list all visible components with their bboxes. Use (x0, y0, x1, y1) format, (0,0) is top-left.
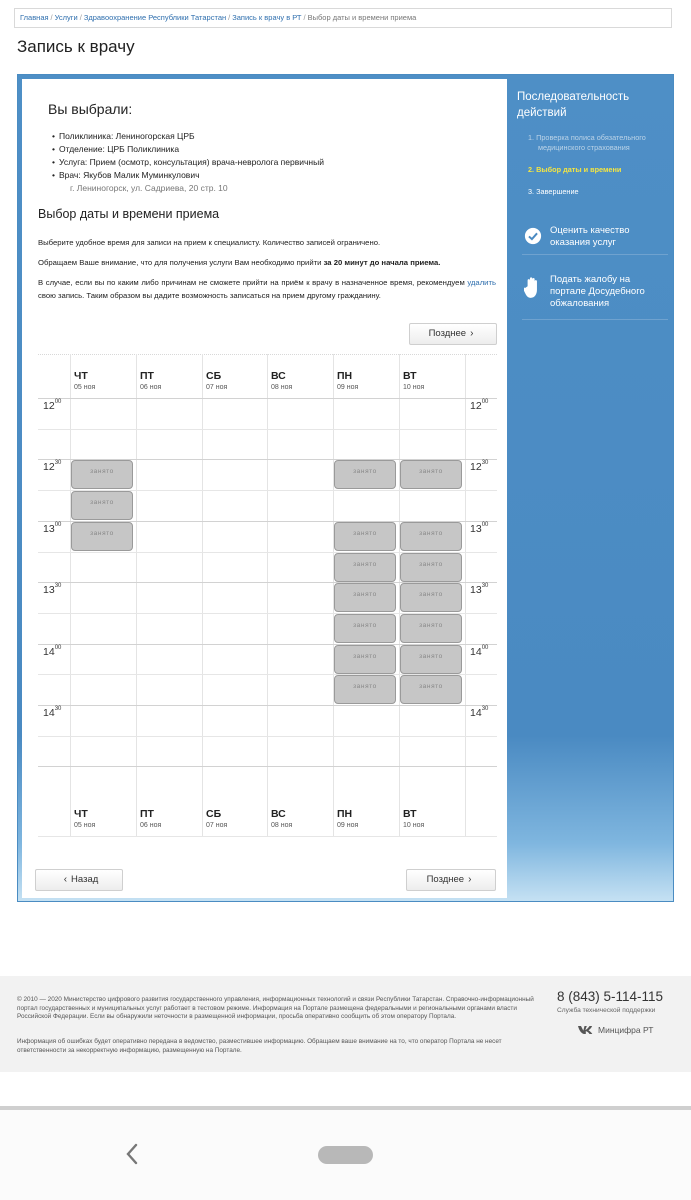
chosen-service: • Услуга: Прием (осмотр, консультация) врача-невролога первичный (52, 156, 324, 169)
day-name: ЧТ (74, 808, 88, 821)
step-number: 3. (528, 187, 535, 196)
day-name: ЧТ (74, 370, 88, 382)
busy-slot: занято (71, 460, 133, 489)
day-name: ПТ (140, 808, 154, 821)
step-completion (528, 187, 668, 197)
arrival-notice (38, 257, 496, 270)
busy-slot: занято (71, 522, 133, 551)
breadcrumb-services[interactable]: Услуги (54, 13, 78, 22)
step-date-time (528, 165, 668, 175)
time-label-right: $12^{30}$ (470, 460, 489, 474)
busy-slot: занято (400, 553, 462, 582)
day-date: 06 ноя (140, 822, 162, 830)
step-number: 2. (528, 165, 535, 174)
ministry-label[interactable]: Минцифра РТ (598, 1025, 654, 1035)
later-label: Позднее (428, 328, 467, 339)
day-date: 07 ноя (206, 822, 228, 830)
step-label: Проверка полиса обязательного медицинского страхования (536, 133, 646, 152)
time-minutes: 30 (54, 460, 62, 467)
header-day-0 (74, 370, 95, 393)
check-circle-icon (524, 227, 542, 245)
chosen-title: Вы выбрали: (48, 101, 133, 117)
footer (0, 976, 691, 1072)
header-day-2 (206, 370, 227, 393)
chosen-department: • Отделение: ЦРБ Поликлиника (52, 143, 324, 156)
calendar-column-line (136, 354, 137, 836)
time-label-left: $12^{00}$ (43, 399, 62, 412)
footer-copyright: © 2010 — 2020 Министерство цифрового развития государственного управления, информационных технологий и связи Республики Татарстан. Справочно-информационный портал государственных и муниципальных услуг работает в тестовом режиме. Информация на Портале размещена федеральными и региональными органами власти Российской Федерации. Если вы обнаружили неточности в размещенной информации, просьба оперативно сообщить об этом оператору Портала. (17, 996, 534, 1020)
chosen-list (52, 130, 324, 182)
calendar-column-line (267, 354, 268, 836)
day-date: 07 ноя (206, 384, 228, 391)
busy-slot: занято (400, 675, 462, 704)
busy-slot: занято (400, 583, 462, 612)
day-date: 09 ноя (337, 384, 359, 391)
back-button[interactable] (35, 869, 123, 891)
later-button-bottom[interactable] (406, 869, 496, 891)
busy-slot: занято (334, 614, 396, 643)
time-label-left: $14^{00}$ (43, 644, 62, 658)
calendar-row-line (38, 736, 497, 737)
busy-slot: занято (334, 583, 396, 612)
schedule-calendar (38, 354, 497, 861)
busy-slot: занято (400, 645, 462, 674)
day-name: ПН (337, 808, 353, 821)
calendar-row-line (38, 429, 497, 430)
time-label-right: $14^{00}$ (470, 644, 489, 658)
day-name: ПТ (140, 370, 154, 382)
day-name: СБ (206, 370, 222, 382)
chevron-right-icon: › (468, 874, 472, 885)
day-date: 08 ноя (271, 384, 293, 391)
day-name: ПН (337, 370, 353, 382)
cancel-notice-suffix: свою запись. Таким образом вы дадите возможность записаться на прием другому гражданину. (38, 290, 381, 300)
delete-appointment-link[interactable]: удалить (467, 278, 496, 287)
footer-day-5 (403, 808, 424, 831)
day-date: 09 ноя (337, 822, 359, 830)
instruction-text: Выберите удобное время для записи на прием к специалисту. Количество записей ограничено. (38, 238, 381, 247)
calendar-column-line (70, 354, 71, 836)
steps-list (528, 133, 668, 209)
android-nav-bar (0, 1110, 691, 1200)
cancel-notice (38, 277, 496, 302)
day-date: 05 ноя (74, 384, 96, 391)
time-minutes: 00 (54, 521, 62, 528)
calendar-row-line (38, 836, 497, 837)
time-label-left: $12^{30}$ (43, 460, 62, 474)
appointment-panel (17, 74, 674, 902)
footer-disclaimer: Информация об ошибках будет оперативно передана в ведомство, разместившее информацию. Обращаем ваше внимание на то, что оператор Портала не несет ответственности за некорректную информацию, размещенную на Портале. (17, 1038, 502, 1054)
support-label: Служба технической поддержки (557, 1007, 656, 1014)
day-date: 05 ноя (74, 822, 96, 830)
busy-slot: занято (400, 522, 462, 551)
day-date: 08 ноя (271, 822, 293, 830)
complaint-link[interactable] (522, 274, 668, 320)
time-minutes: 30 (481, 583, 489, 590)
busy-slot: занято (334, 645, 396, 674)
chosen-clinic: • Поликлиника: Лениногорская ЦРБ (52, 130, 324, 143)
day-name: ВС (271, 370, 286, 382)
time-minutes: 00 (54, 399, 62, 405)
footer-day-3 (271, 808, 292, 831)
calendar-column-line (465, 354, 466, 836)
time-label-left: $13^{00}$ (43, 521, 62, 535)
time-label-left: $14^{30}$ (43, 706, 62, 719)
rate-quality-label: Оценить качество оказания услуг (550, 225, 630, 248)
calendar-row-line (38, 705, 497, 706)
time-minutes: 00 (481, 644, 489, 651)
day-name: СБ (206, 808, 222, 821)
footer-divider (0, 1072, 691, 1076)
time-label-right: $13^{00}$ (470, 521, 489, 535)
time-label-right: $14^{30}$ (470, 706, 489, 719)
chevron-left-icon: ‹ (63, 874, 68, 885)
calendar-row-line (38, 766, 497, 767)
time-label-right: $13^{30}$ (470, 583, 489, 597)
time-minutes: 30 (481, 706, 489, 712)
breadcrumb-separator: / (228, 13, 231, 22)
day-name: ВТ (403, 808, 417, 821)
busy-slot: занято (334, 553, 396, 582)
support-phone[interactable]: 8 (843) 5-114-115 (557, 989, 664, 1004)
later-button-top[interactable] (409, 323, 497, 345)
busy-slot: занято (400, 460, 462, 489)
later-label: Позднее (426, 874, 465, 885)
sidebar-title: Последовательность действий (517, 91, 630, 119)
section-title: Выбор даты и времени приема (38, 207, 220, 221)
busy-slot: занято (334, 675, 396, 704)
footer-day-4 (337, 808, 358, 831)
calendar-column-line (202, 354, 203, 836)
time-minutes: 00 (481, 521, 489, 528)
busy-slot: занято (334, 460, 396, 489)
step-label: Выбор даты и времени (536, 165, 622, 174)
footer-day-2 (206, 808, 227, 831)
back-label: Назад (71, 874, 99, 885)
busy-slot: занято (400, 614, 462, 643)
header-day-5 (403, 370, 424, 393)
hand-stop-icon (524, 276, 542, 300)
header-day-4 (337, 370, 358, 393)
breadcrumb-separator: / (50, 13, 53, 22)
time-label-right: $12^{00}$ (470, 399, 489, 412)
time-minutes: 30 (54, 583, 62, 590)
calendar-row-line (38, 398, 497, 399)
footer-day-0 (74, 808, 95, 831)
chosen-doctor: • Врач: Якубов Малик Муминкулович (52, 169, 324, 182)
cancel-notice-text: В случае, если вы по каким либо причинам не сможете прийти на приём к врачу в назначенное время, рекомендуем (38, 278, 468, 287)
step-policy-check (528, 133, 668, 153)
footer-day-1 (140, 808, 161, 831)
time-minutes: 00 (54, 644, 62, 651)
breadcrumb-healthcare[interactable]: Здравоохранение Республики Татарстан (83, 13, 227, 22)
time-minutes: 30 (54, 706, 62, 712)
breadcrumb-current: Выбор даты и времени приема (307, 13, 417, 22)
day-date: 10 ноя (403, 384, 425, 391)
breadcrumb-separator: / (79, 13, 82, 22)
complaint-label: Подать жалобу на портале Досудебного обжалования (550, 274, 645, 309)
arrival-notice-bold: за 20 минут до начала приема. (323, 258, 441, 267)
day-name: ВС (271, 808, 286, 821)
breadcrumb-doctor-appointment[interactable]: Запись к врачу в РТ (232, 13, 302, 22)
busy-slot: занято (334, 522, 396, 551)
header-day-3 (271, 370, 292, 393)
nav-home-pill[interactable] (318, 1146, 373, 1164)
time-minutes: 30 (481, 460, 489, 467)
chevron-right-icon: › (470, 328, 474, 339)
arrival-notice-text: Обращаем Ваше внимание, что для получения услуги Вам необходимо прийти (38, 258, 324, 267)
nav-back-icon[interactable] (120, 1140, 144, 1168)
step-number: 1. (528, 133, 535, 142)
day-date: 10 ноя (403, 822, 425, 830)
vk-icon[interactable] (577, 1025, 597, 1035)
header-day-1 (140, 370, 161, 393)
main-content (22, 79, 507, 898)
breadcrumb (14, 8, 672, 28)
day-name: ВТ (403, 370, 417, 382)
rate-quality-link[interactable] (522, 225, 668, 255)
step-label: Завершение (536, 187, 579, 196)
time-minutes: 00 (481, 399, 489, 405)
breadcrumb-home[interactable]: Главная (20, 13, 49, 22)
breadcrumb-separator: / (303, 13, 306, 22)
time-label-left: $13^{30}$ (43, 583, 62, 597)
busy-slot: занято (71, 491, 133, 520)
page-title: Запись к врачу (17, 37, 135, 56)
doctor-address: г. Лениногорск, ул. Садриева, 20 стр. 10 (70, 183, 228, 193)
day-date: 06 ноя (140, 384, 162, 391)
